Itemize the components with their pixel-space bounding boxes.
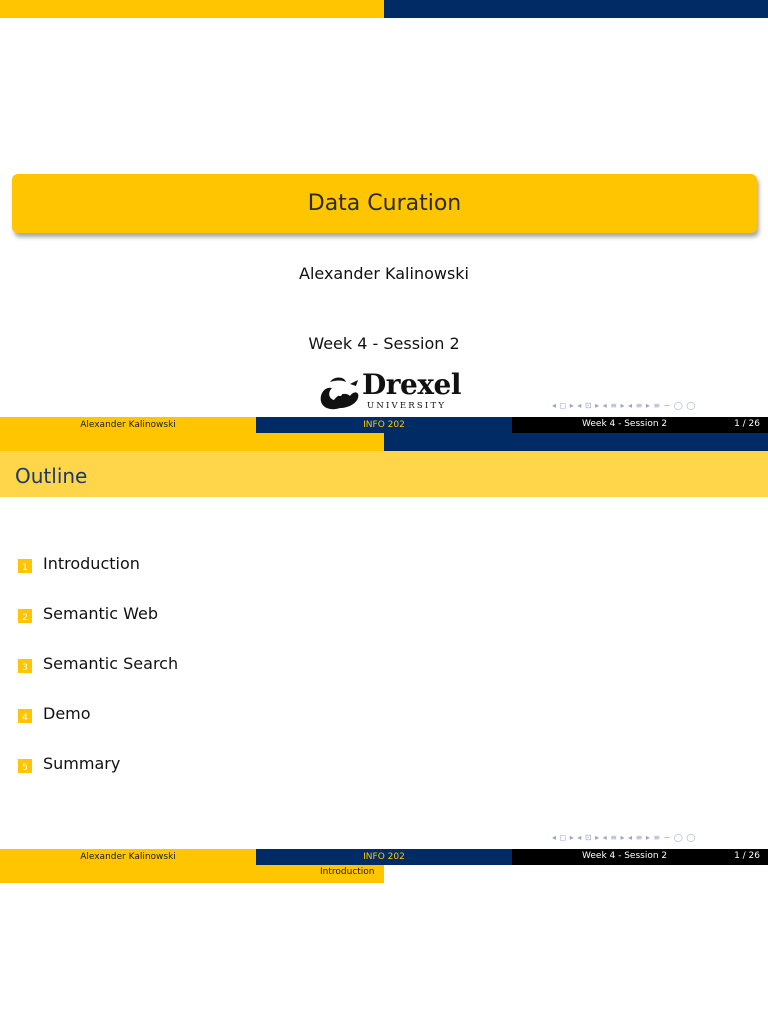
toc-number: 1 [18, 559, 32, 573]
toc-item[interactable] [18, 554, 140, 573]
footer-right [512, 849, 768, 865]
page-number: 1 / 26 [734, 851, 760, 861]
toc-number: 4 [18, 709, 32, 723]
slide2-header-bar-right [384, 433, 768, 451]
toc-label: Semantic Search [43, 654, 179, 673]
header-bar-right [384, 0, 768, 18]
footer-course: INFO 202 [256, 849, 512, 865]
toc-label: Demo [43, 704, 91, 723]
footer-course: INFO 202 [256, 417, 512, 433]
navigation-symbols[interactable]: ◂ ◻ ▸ ◂ ⊡ ▸ ◂ ≡ ▸ ◂ ≡ ▸ ≡ ∽ ◯ ◯ [552, 833, 696, 842]
section-tab-spacer [384, 865, 768, 883]
frame-title: Outline [15, 464, 88, 488]
frame-title-bar [0, 451, 768, 497]
navigation-symbols[interactable]: ◂ ◻ ▸ ◂ ⊡ ▸ ◂ ≡ ▸ ◂ ≡ ▸ ≡ ∽ ◯ ◯ [552, 401, 696, 410]
toc-item[interactable] [18, 604, 158, 623]
header-bar-left [0, 0, 384, 18]
footer-bar [0, 849, 768, 865]
toc-item[interactable] [18, 754, 120, 773]
toc-item[interactable] [18, 654, 178, 673]
toc-label: Introduction [43, 554, 140, 573]
session-date: Week 4 - Session 2 [308, 334, 460, 353]
toc-number: 3 [18, 659, 32, 673]
logo-wordmark: Drexel [362, 368, 461, 401]
toc-label: Semantic Web [43, 604, 159, 623]
logo-subtitle: UNIVERSITY [367, 401, 447, 411]
title-block [12, 174, 757, 233]
footer-author: Alexander Kalinowski [0, 849, 256, 865]
slide-title: Data Curation [307, 191, 462, 216]
author-name: Alexander Kalinowski [299, 264, 469, 283]
toc-item[interactable] [18, 704, 91, 723]
slide2-header-bar-left [0, 433, 384, 451]
footer-date: Week 4 - Session 2 [582, 851, 668, 861]
footer-bar [0, 417, 768, 433]
section-tab-label: Introduction [320, 867, 375, 877]
footer-right [512, 417, 768, 433]
footer-author: Alexander Kalinowski [0, 417, 256, 433]
section-tab[interactable] [0, 865, 384, 883]
page-number: 1 / 26 [734, 419, 760, 429]
toc-number: 5 [18, 759, 32, 773]
toc-number: 2 [18, 609, 32, 623]
footer-date: Week 4 - Session 2 [582, 419, 668, 429]
toc-label: Summary [43, 754, 121, 773]
